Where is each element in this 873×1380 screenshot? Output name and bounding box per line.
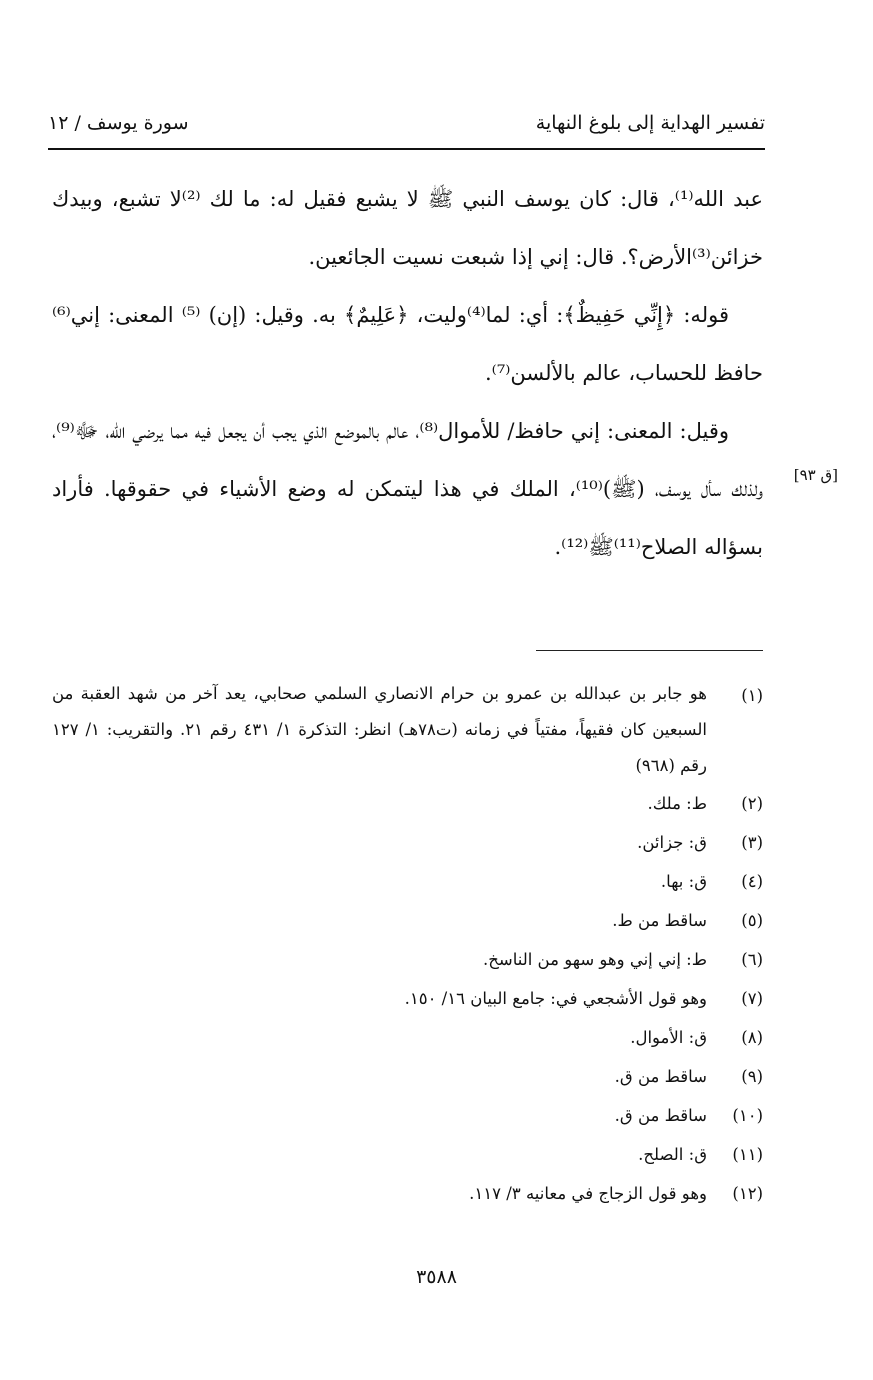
footnote-number: (١١)	[732, 1145, 763, 1164]
footnote-text: ساقط من ط.	[612, 911, 707, 930]
footnote-number: (١)	[741, 686, 763, 705]
footnote	[52, 1018, 763, 1057]
footnote	[52, 823, 763, 862]
footnote-text: ط: إني إني وهو سهو من الناسخ.	[482, 950, 707, 969]
footnote-text: ساقط من ق.	[614, 1106, 707, 1125]
main-text	[52, 170, 763, 576]
footnote	[52, 940, 763, 979]
book-title: تفسير الهداية إلى بلوغ النهاية	[535, 112, 765, 134]
page-number: ٣٥٨٨	[416, 1266, 457, 1288]
footnote-text: ق: جزائن.	[637, 833, 707, 852]
paragraph-3: وقيل: المعنى: إني حافظ/ للأموال⁽⁸⁾، عالم بالموضع الذي يجب أن يجعل فيه مما يرضي الله، ﷻ⁽⁹⁾، ولذلك سأل يوسف، (ﷺ)⁽¹⁰⁾، الملك في هذا ليتمكن له وضع الأشياء في حقوقها. فأراد بسؤاله الصلاح⁽¹¹⁾ﷺ⁽¹²⁾.	[52, 419, 764, 559]
footnote-number: (١٢)	[732, 1184, 763, 1203]
footnote-number: (٣)	[741, 833, 763, 852]
footnote-number: (٥)	[741, 911, 763, 930]
footnote-separator	[536, 650, 763, 651]
header-rule	[48, 148, 765, 150]
footnote-number: (٨)	[741, 1028, 763, 1047]
footnote	[52, 1096, 763, 1135]
footnote	[52, 784, 763, 823]
footnote-text: ط: ملك.	[647, 794, 707, 813]
footnote-number: (٧)	[741, 989, 763, 1008]
footnote-text: ق: بها.	[660, 872, 707, 891]
footnote-text: ق: الأموال.	[630, 1028, 707, 1047]
footnote-number: (٦)	[741, 950, 763, 969]
footnote	[52, 862, 763, 901]
footnote-text: وهو قول الزجاج في معانيه ٣/ ١١٧.	[469, 1184, 707, 1203]
footnote	[52, 1135, 763, 1174]
chapter-reference: سورة يوسف / ١٢	[48, 112, 189, 134]
paragraph-1: عبد الله⁽¹⁾، قال: كان يوسف النبي ﷺ لا يشبع فقيل له: ما لك ⁽²⁾لا تشبع، وبيدك خزائن⁽³⁾الأرض؟. قال: إني إذا شبعت نسيت الجائعين.	[52, 187, 763, 269]
footnote-text: وهو قول الأشجعي في: جامع البيان ١٦/ ١٥٠.	[404, 989, 707, 1008]
footnote-text: ق: الصلح.	[638, 1145, 707, 1164]
footnote	[52, 676, 763, 784]
footnote-number: (١٠)	[732, 1106, 763, 1125]
paragraph-2: قوله: ﴿إِنِّي حَفِيظٌ﴾: أي: لما⁽⁴⁾وليت، ﴿عَلِيمٌ﴾ به. وقيل: (إن) ⁽⁵⁾ المعنى: إني⁽⁶⁾ حافظ للحساب، عالم بالألسن⁽⁷⁾.	[52, 303, 763, 385]
footnote-number: (٢)	[741, 794, 763, 813]
footnotes	[52, 676, 763, 1213]
footnote	[52, 1174, 763, 1213]
footnote-text: ساقط من ق.	[614, 1067, 707, 1086]
running-header	[48, 112, 765, 146]
footnote	[52, 979, 763, 1018]
footnote	[52, 1057, 763, 1096]
footnote-text: هو جابر بن عبدالله بن عمرو بن حرام الانصاري السلمي صحابي، يعد آخر من شهد العقبة من السبعين كان فقيهاً، مفتياً في زمانه (ت٧٨هـ) انظر: التذكرة ١/ ٤٣١ رقم ٢١. والتقريب: ١/ ١٢٧ رقم (٩٦٨)	[52, 684, 708, 775]
manuscript-folio-note: [ق ٩٣]	[793, 466, 838, 484]
footnote-number: (٩)	[741, 1067, 763, 1086]
footnote-number: (٤)	[741, 872, 763, 891]
footnote	[52, 901, 763, 940]
